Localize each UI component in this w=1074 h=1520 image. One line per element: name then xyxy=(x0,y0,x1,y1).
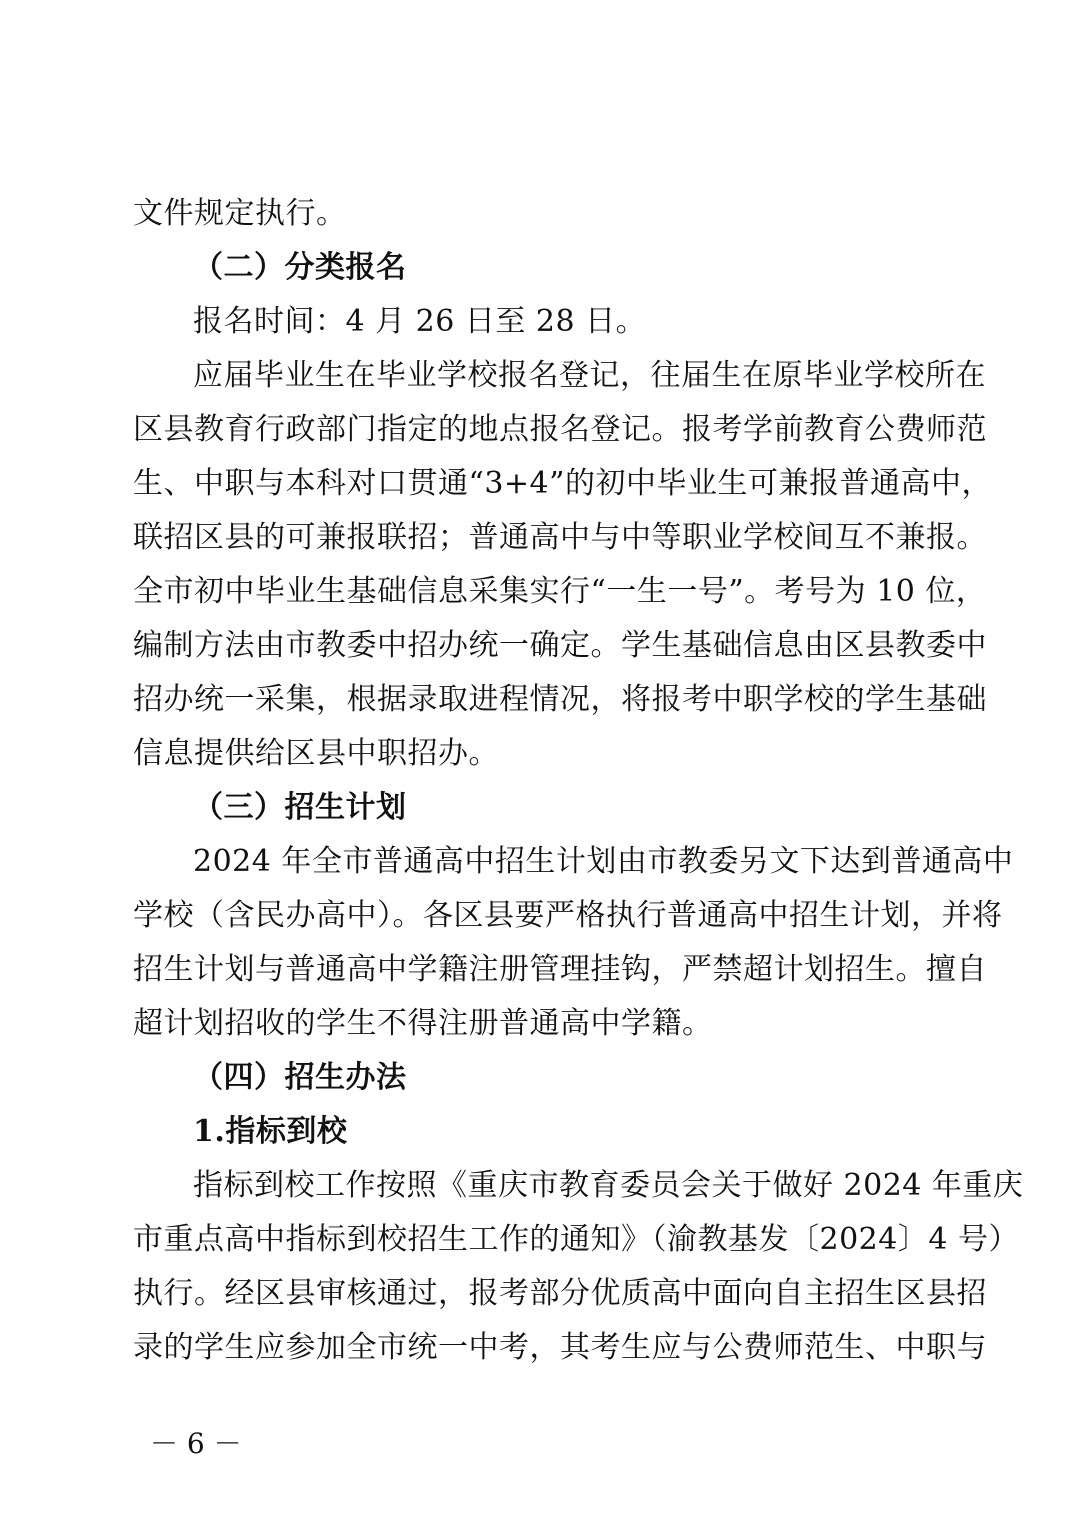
text-line: 应届毕业生在毕业学校报名登记，往届生在原毕业学校所在 xyxy=(193,358,986,393)
text-line: 学校（含民办高中）。各区县要严格执行普通高中招生计划，并将 xyxy=(133,898,1003,933)
section-heading-enrollment-plan: （三）招生计划 xyxy=(193,790,407,825)
text-line: 生、中职与本科对口贯通“3+4”的初中毕业生可兼报普通高中， xyxy=(133,466,992,501)
text-line: 超计划招收的学生不得注册普通高中学籍。 xyxy=(133,1006,713,1041)
text-line: 区县教育行政部门指定的地点报名登记。报考学前教育公费师范 xyxy=(133,412,987,447)
text-line: 市重点高中指标到校招生工作的通知》（渝教基发〔2024〕4 号） xyxy=(133,1222,1019,1257)
text-line: 指标到校工作按照《重庆市教育委员会关于做好 2024 年重庆 xyxy=(193,1168,1024,1203)
text-line: 信息提供给区县中职招办。 xyxy=(133,736,499,771)
text-line: 招办统一采集，根据录取进程情况，将报考中职学校的学生基础 xyxy=(133,682,987,717)
text-line: 招生计划与普通高中学籍注册管理挂钩，严禁超计划招生。擅自 xyxy=(133,952,987,987)
page-number: － 6 － xyxy=(150,1427,242,1460)
section-heading-registration: （二）分类报名 xyxy=(193,250,407,285)
text-line-registration-time: 报名时间：4 月 26 日至 28 日。 xyxy=(193,304,647,339)
text-line: 编制方法由市教委中招办统一确定。学生基础信息由区县教委中 xyxy=(133,628,987,663)
text-line: 2024 年全市普通高中招生计划由市教委另文下达到普通高中 xyxy=(193,844,1014,879)
text-line-continuation: 文件规定执行。 xyxy=(133,196,347,231)
subsection-heading-quota: 1.指标到校 xyxy=(193,1114,348,1149)
text-line: 执行。经区县审核通过，报考部分优质高中面向自主招生区县招 xyxy=(133,1276,987,1311)
text-line: 录的学生应参加全市统一中考，其考生应与公费师范生、中职与 xyxy=(133,1330,987,1365)
text-line: 联招区县的可兼报联招；普通高中与中等职业学校间互不兼报。 xyxy=(133,520,987,555)
text-line: 全市初中毕业生基础信息采集实行“一生一号”。考号为 10 位， xyxy=(133,574,987,609)
section-heading-enrollment-methods: （四）招生办法 xyxy=(193,1060,407,1095)
